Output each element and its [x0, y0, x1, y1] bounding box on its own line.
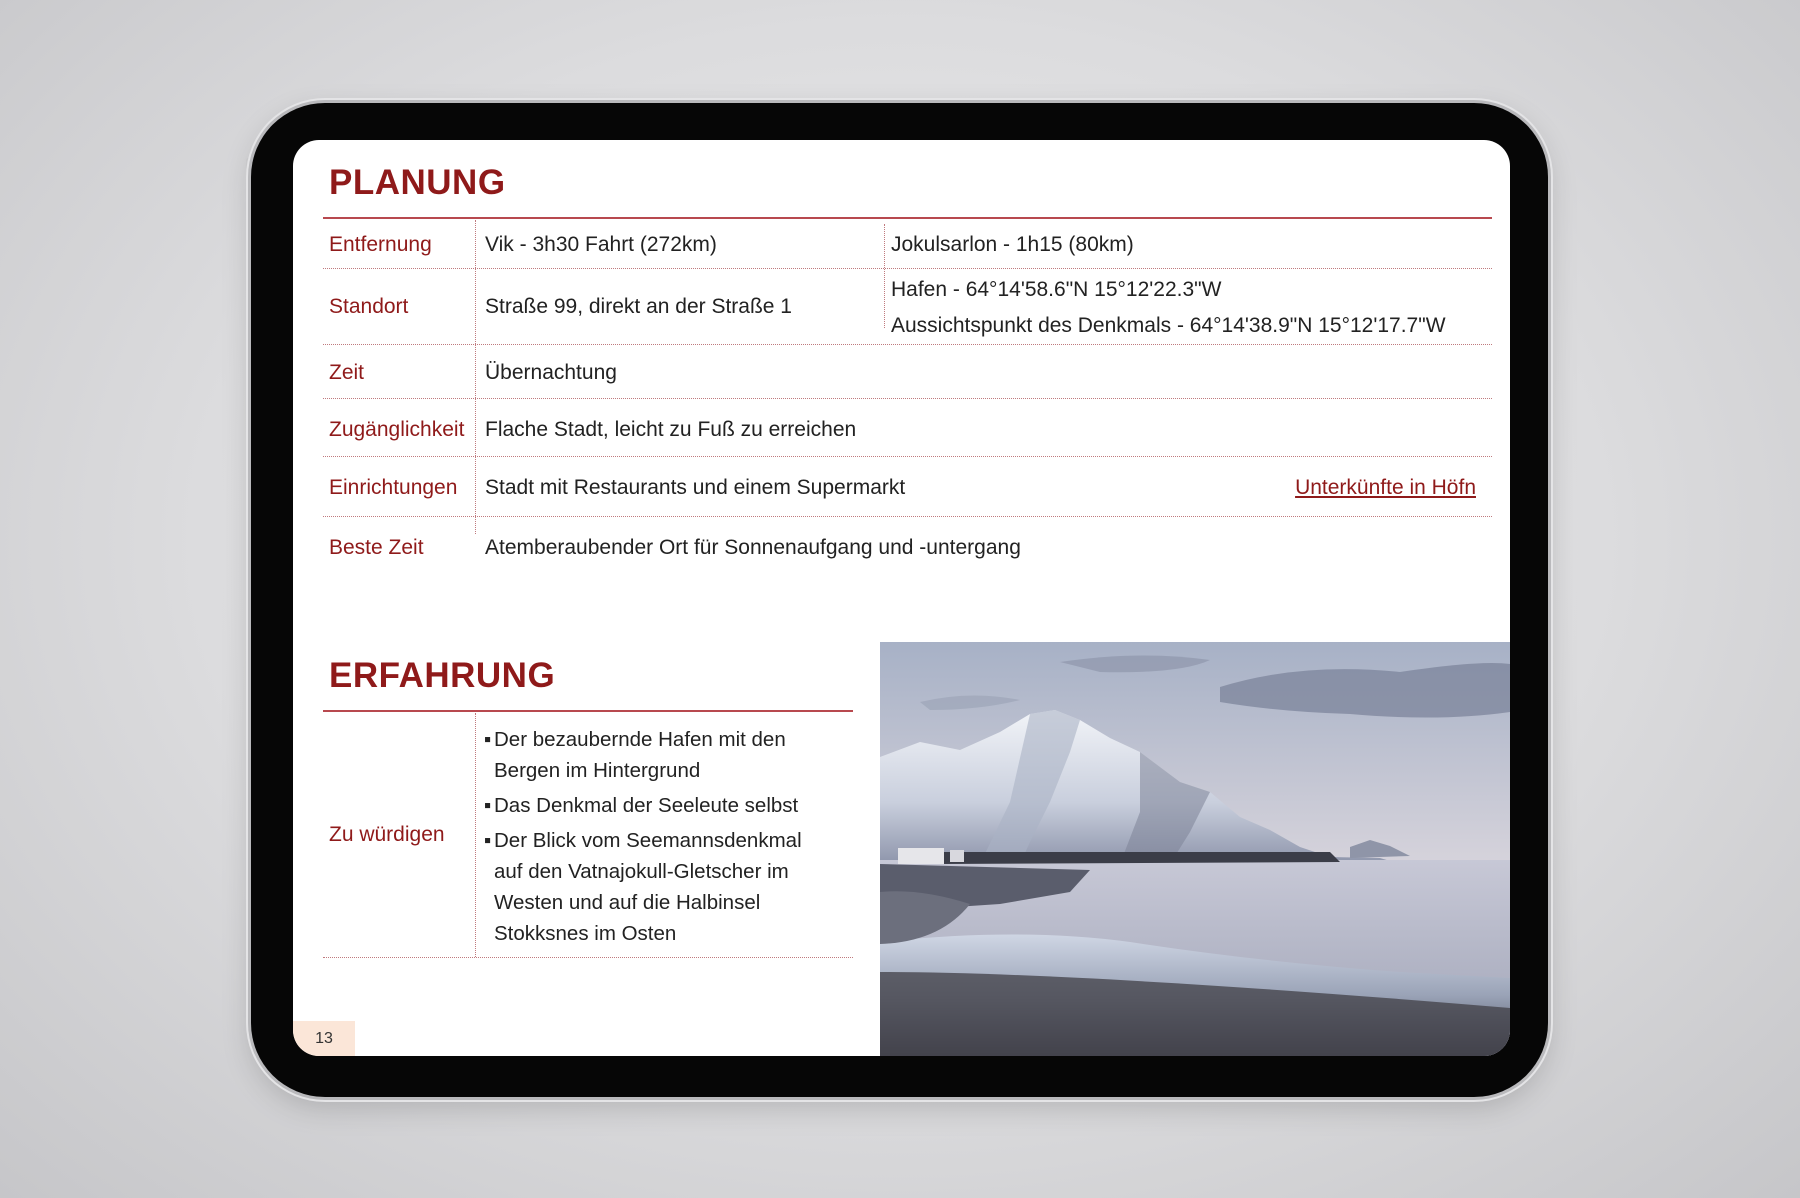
row-label-zugaenglichkeit: Zugänglichkeit — [329, 418, 465, 441]
standort-denkmal-coords: Aussichtspunkt des Denkmals - 64°14'38.9"N 15°12'17.7"W — [891, 314, 1446, 337]
row-label-einrichtungen: Einrichtungen — [329, 476, 458, 499]
planung-title-rule — [323, 217, 1492, 219]
erfahrung-title: ERFAHRUNG — [329, 656, 556, 695]
bullet-marker: ▪ — [484, 794, 492, 817]
einrichtungen-value: Stadt mit Restaurants und einem Supermarkt — [485, 476, 906, 499]
erfahrung-label-divider — [475, 713, 476, 957]
row-label-entfernung: Entfernung — [329, 233, 432, 256]
row-label-beste-zeit: Beste Zeit — [329, 536, 424, 559]
zu-wuerdigen-label: Zu würdigen — [329, 823, 445, 846]
document-page — [293, 140, 1510, 1056]
row-divider — [323, 456, 1492, 457]
list-item — [484, 790, 814, 821]
page-number: 13 — [293, 1021, 355, 1056]
zugaenglichkeit-value: Flache Stadt, leicht zu Fuß zu erreichen — [485, 418, 857, 441]
planung-column-divider — [884, 224, 885, 328]
standort-address: Straße 99, direkt an der Straße 1 — [485, 295, 792, 318]
bullet-marker: ▪ — [484, 728, 492, 751]
row-divider — [323, 268, 1492, 269]
beste-zeit-value: Atemberaubender Ort für Sonnenaufgang und -untergang — [485, 536, 1021, 559]
accommodations-link[interactable]: Unterkünfte in Höfn — [1295, 476, 1476, 499]
list-item-text: Der Blick vom Seemannsdenkmal auf den Vatnajokull-Gletscher im Westen und auf die Halbinsel Stokksnes im Osten — [494, 829, 802, 945]
entfernung-vik: Vik - 3h30 Fahrt (272km) — [485, 233, 717, 256]
row-divider — [323, 398, 1492, 399]
standort-hafen-coords: Hafen - 64°14'58.6"N 15°12'22.3"W — [891, 278, 1222, 301]
planung-title: PLANUNG — [329, 163, 506, 202]
harbor-mountain-photo — [880, 642, 1510, 1056]
row-label-zeit: Zeit — [329, 361, 365, 384]
list-item — [484, 825, 814, 949]
highlights-list — [484, 724, 814, 953]
list-item-text: Der bezaubernde Hafen mit den Bergen im Hintergrund — [494, 728, 786, 782]
row-divider — [323, 344, 1492, 345]
row-divider — [323, 516, 1492, 517]
entfernung-jokulsarlon: Jokulsarlon - 1h15 (80km) — [891, 233, 1134, 256]
zeit-value: Übernachtung — [485, 361, 617, 384]
bullet-marker: ▪ — [484, 829, 492, 852]
list-item-text: Das Denkmal der Seeleute selbst — [494, 794, 799, 817]
row-label-standort: Standort — [329, 295, 409, 318]
list-bottom-divider — [323, 957, 853, 958]
list-item — [484, 724, 814, 786]
erfahrung-title-rule — [323, 710, 853, 712]
